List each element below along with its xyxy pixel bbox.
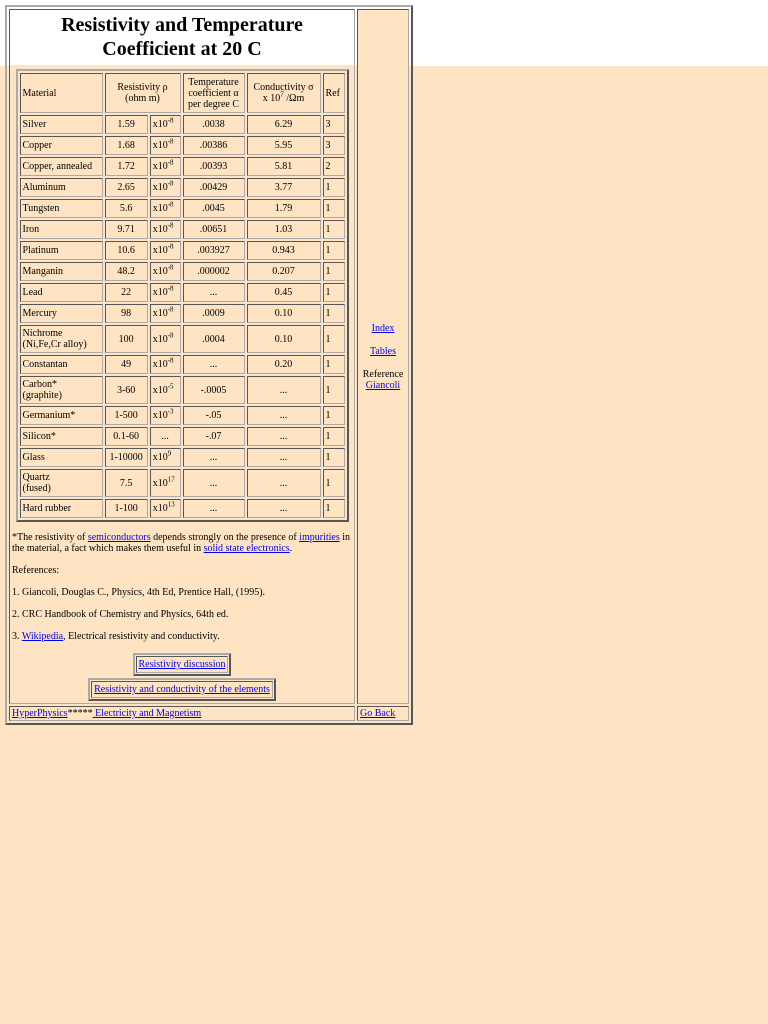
ref-cell: 3 (323, 115, 345, 134)
temp-coeff-cell: ... (183, 355, 245, 374)
conductivity-cell: 3.77 (247, 178, 321, 197)
table-row (20, 136, 345, 155)
multiplier-cell: $x10^{17}$ (150, 469, 181, 497)
ref-cell: 1 (323, 199, 345, 218)
temp-coeff-cell: ... (183, 448, 245, 467)
side-panel (357, 9, 409, 704)
button-area (10, 653, 354, 703)
resistivity-cell: 1-10000 (105, 448, 148, 467)
table-row (20, 427, 345, 446)
material-cell: Glass (20, 448, 103, 467)
resistivity-cell: 7.5 (105, 469, 148, 497)
table-header-row (20, 73, 345, 113)
temp-coeff-cell: .0038 (183, 115, 245, 134)
resistivity-cell: 1-500 (105, 406, 148, 425)
header-ref: Ref (323, 73, 345, 113)
conductivity-cell: 6.29 (247, 115, 321, 134)
resistivity-cell: 5.6 (105, 199, 148, 218)
table-row (20, 355, 345, 374)
footer-nav (9, 706, 355, 721)
resistivity-discussion-button[interactable] (133, 653, 232, 676)
temp-coeff-cell: .00651 (183, 220, 245, 239)
ref-cell: 1 (323, 406, 345, 425)
semiconductors-link[interactable]: semiconductors (87, 532, 151, 543)
title-box (10, 10, 354, 65)
ref-cell: 1 (323, 262, 345, 281)
conductivity-cell: ... (247, 406, 321, 425)
resistivity-discussion-link[interactable]: Resistivity discussion (138, 659, 226, 670)
material-cell: Lead (20, 283, 103, 302)
material-cell: Silver (20, 115, 103, 134)
multiplier-cell: $x10^{-8}$ (150, 199, 181, 218)
table-row (20, 325, 345, 353)
wikipedia-link[interactable]: Wikipedia (21, 631, 64, 642)
conductivity-cell: 1.79 (247, 199, 321, 218)
table-row (20, 304, 345, 323)
temp-coeff-cell: .003927 (183, 241, 245, 260)
table-row (20, 241, 345, 260)
resistivity-cell: 22 (105, 283, 148, 302)
ref-cell: 1 (323, 304, 345, 323)
temp-coeff-cell: -.0005 (183, 376, 245, 404)
conductivity-cell: ... (247, 427, 321, 446)
multiplier-cell: $x10^{-8}$ (150, 355, 181, 374)
table-row (20, 115, 345, 134)
table-row (20, 469, 345, 497)
material-cell: Copper, annealed (20, 157, 103, 176)
resistivity-cell: 48.2 (105, 262, 148, 281)
main-panel (9, 9, 355, 704)
table-row (20, 220, 345, 239)
material-cell: Hard rubber (20, 499, 103, 518)
multiplier-cell: ... (150, 427, 181, 446)
conductivity-cell: ... (247, 499, 321, 518)
footnote: *The resistivity of semiconductors depends strongly on the presence of impurities in the material, a fact which makes them useful in solid state electronics. (12, 532, 351, 554)
material-cell: Manganin (20, 262, 103, 281)
ref-cell: 1 (323, 427, 345, 446)
material-cell: Germanium* (20, 406, 103, 425)
ref-cell: 1 (323, 448, 345, 467)
resistivity-cell: 2.65 (105, 178, 148, 197)
table-row (20, 283, 345, 302)
temp-coeff-cell: -.07 (183, 427, 245, 446)
resistivity-cell: 9.71 (105, 220, 148, 239)
elements-link[interactable]: Resistivity and conductivity of the elements (94, 684, 270, 695)
multiplier-cell: $x10^{-8}$ (150, 241, 181, 260)
footer-stars: ***** (67, 708, 93, 719)
tables-link[interactable]: Tables (370, 345, 396, 357)
multiplier-cell: $x10^9$ (150, 448, 181, 467)
header-resistivity: Resistivity ρ (ohm m) (105, 73, 181, 113)
multiplier-cell: $x10^{-8}$ (150, 157, 181, 176)
ref-cell: 1 (323, 220, 345, 239)
table-row (20, 448, 345, 467)
multiplier-cell: $x10^{-8}$ (150, 325, 181, 353)
material-cell: Nichrome (Ni,Fe,Cr alloy) (20, 325, 103, 353)
material-cell: Aluminum (20, 178, 103, 197)
giancoli-link[interactable]: Giancoli (365, 379, 401, 391)
temp-coeff-cell: ... (183, 499, 245, 518)
table-row (20, 376, 345, 404)
multiplier-cell: $x10^{-3}$ (150, 406, 181, 425)
impurities-link[interactable]: impurities (299, 532, 340, 543)
table-row (20, 406, 345, 425)
multiplier-cell: $x10^{-8}$ (150, 283, 181, 302)
header-temp-coeff: Temperature coefficient α per degree C (183, 73, 245, 113)
ref-cell: 3 (323, 136, 345, 155)
ref-cell: 2 (323, 157, 345, 176)
header-conductivity: Conductivity σ x $10^7$ /Ωm (247, 73, 321, 113)
table-row (20, 157, 345, 176)
multiplier-cell: $x10^{-8}$ (150, 115, 181, 134)
elements-button[interactable] (88, 678, 276, 701)
multiplier-cell: $x10^{-8}$ (150, 220, 181, 239)
table-row (20, 499, 345, 518)
reference-3: 3. Wikipedia, Electrical resistivity and conductivity. (12, 631, 220, 642)
resistivity-cell: 3-60 (105, 376, 148, 404)
ref-cell: 1 (323, 355, 345, 374)
ref-cell: 1 (323, 499, 345, 518)
material-cell: Tungsten (20, 199, 103, 218)
temp-coeff-cell: .00386 (183, 136, 245, 155)
index-link[interactable]: Index (371, 322, 395, 334)
material-cell: Iron (20, 220, 103, 239)
resistivity-cell: 0.1-60 (105, 427, 148, 446)
conductivity-cell: 0.10 (247, 325, 321, 353)
hyperphysics-link[interactable]: HyperPhysics (12, 708, 68, 719)
conductivity-cell: 0.20 (247, 355, 321, 374)
temp-coeff-cell: -.05 (183, 406, 245, 425)
material-cell: Carbon* (graphite) (20, 376, 103, 404)
resistivity-cell: 49 (105, 355, 148, 374)
resistivity-cell: 98 (105, 304, 148, 323)
resistivity-cell: 1.68 (105, 136, 148, 155)
ref-cell: 1 (323, 283, 345, 302)
go-back-link[interactable]: Go Back (360, 708, 396, 719)
page-title-line1: Resistivity and Temperature (61, 14, 303, 36)
material-cell: Mercury (20, 304, 103, 323)
temp-coeff-cell: ... (183, 283, 245, 302)
electricity-magnetism-link[interactable]: Electricity and Magnetism (92, 708, 202, 719)
resistivity-table (16, 69, 349, 522)
resistivity-cell: 10.6 (105, 241, 148, 260)
reference-1: 1. Giancoli, Douglas C., Physics, 4th Ed, Prentice Hall, (1995). (12, 587, 266, 598)
resistivity-cell: 1.72 (105, 157, 148, 176)
multiplier-cell: $x10^{-8}$ (150, 178, 181, 197)
conductivity-cell: 1.03 (247, 220, 321, 239)
ref-cell: 1 (323, 469, 345, 497)
header-material: Material (20, 73, 103, 113)
conductivity-cell: 5.95 (247, 136, 321, 155)
reference-2: 2. CRC Handbook of Chemistry and Physics, 64th ed. (12, 609, 229, 620)
conductivity-cell: 0.45 (247, 283, 321, 302)
multiplier-cell: $x10^{-8}$ (150, 262, 181, 281)
multiplier-cell: $x10^{13}$ (150, 499, 181, 518)
table-row (20, 199, 345, 218)
reference-label: Reference (362, 368, 404, 380)
ref-cell: 1 (323, 241, 345, 260)
conductivity-cell: 0.943 (247, 241, 321, 260)
notes-section (10, 532, 354, 642)
ref-cell: 1 (323, 178, 345, 197)
resistivity-cell: 1-100 (105, 499, 148, 518)
multiplier-cell: $x10^{-5}$ (150, 376, 181, 404)
temp-coeff-cell: .00429 (183, 178, 245, 197)
temp-coeff-cell: .0009 (183, 304, 245, 323)
temp-coeff-cell: .00393 (183, 157, 245, 176)
conductivity-cell: 0.10 (247, 304, 321, 323)
conductivity-cell: ... (247, 448, 321, 467)
material-cell: Platinum (20, 241, 103, 260)
temp-coeff-cell: .0004 (183, 325, 245, 353)
resistivity-cell: 1.59 (105, 115, 148, 134)
conductivity-cell: 5.81 (247, 157, 321, 176)
material-cell: Copper (20, 136, 103, 155)
solid-state-electronics-link[interactable]: solid state electronics (203, 543, 290, 554)
page-frame (5, 5, 413, 725)
references-label: References: (12, 565, 60, 576)
material-cell: Constantan (20, 355, 103, 374)
temp-coeff-cell: ... (183, 469, 245, 497)
multiplier-cell: $x10^{-8}$ (150, 304, 181, 323)
temp-coeff-cell: .000002 (183, 262, 245, 281)
ref-cell: 1 (323, 376, 345, 404)
table-row (20, 262, 345, 281)
material-cell: Quartz (fused) (20, 469, 103, 497)
page-title-line2: Coefficient at 20 C (102, 38, 262, 60)
conductivity-cell: ... (247, 469, 321, 497)
resistivity-cell: 100 (105, 325, 148, 353)
conductivity-cell: ... (247, 376, 321, 404)
footer-side (357, 706, 409, 721)
table-row (20, 178, 345, 197)
material-cell: Silicon* (20, 427, 103, 446)
temp-coeff-cell: .0045 (183, 199, 245, 218)
ref-cell: 1 (323, 325, 345, 353)
multiplier-cell: $x10^{-8}$ (150, 136, 181, 155)
conductivity-cell: 0.207 (247, 262, 321, 281)
